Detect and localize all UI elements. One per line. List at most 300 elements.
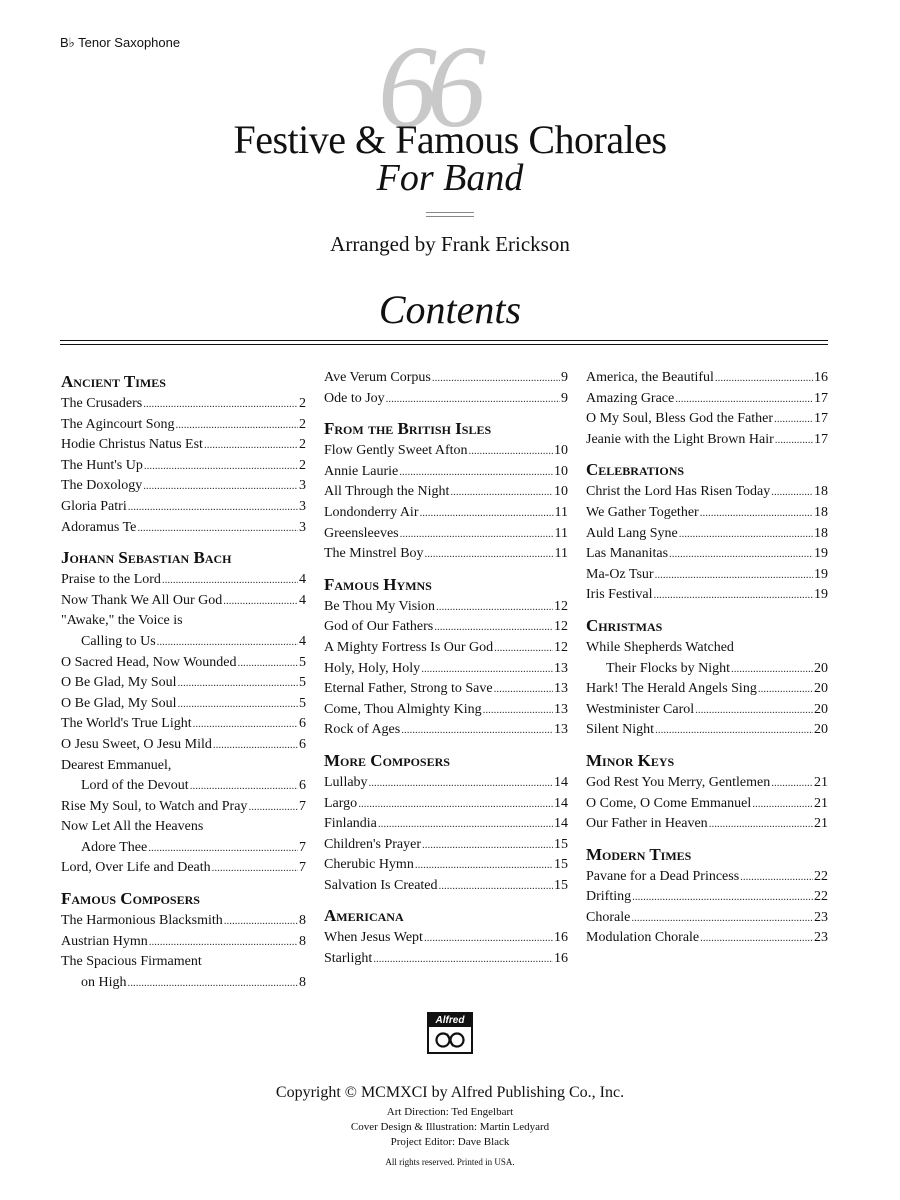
dot-leader bbox=[771, 773, 813, 794]
entry-title-line2: Lord of the Devout bbox=[81, 778, 189, 794]
entry-title: Westminister Carol bbox=[586, 701, 695, 717]
dot-leader bbox=[238, 653, 298, 674]
toc-entry[interactable] bbox=[61, 952, 306, 993]
entry-page: 2 bbox=[299, 457, 306, 473]
dot-leader bbox=[632, 887, 813, 908]
dot-leader bbox=[774, 409, 813, 430]
toc-entry[interactable] bbox=[586, 544, 828, 565]
entry-title: Silent Night bbox=[586, 722, 655, 738]
contents-column-3 bbox=[586, 368, 828, 949]
section-heading: More Composers bbox=[324, 750, 450, 770]
toc-entry[interactable] bbox=[324, 794, 568, 815]
entry-page: 11 bbox=[554, 525, 568, 541]
entry-title: O Jesu Sweet, O Jesu Mild bbox=[61, 736, 212, 752]
toc-entry[interactable] bbox=[586, 409, 828, 430]
entry-page: 18 bbox=[814, 504, 828, 520]
entry-page: 15 bbox=[554, 877, 568, 893]
dot-leader bbox=[422, 835, 553, 856]
entry-page: 3 bbox=[299, 478, 306, 494]
entry-page: 5 bbox=[299, 695, 306, 711]
entry-title: The World's True Light bbox=[61, 716, 192, 732]
toc-entry[interactable] bbox=[61, 518, 306, 539]
cover-design-credit: Cover Design & Illustration: Martin Ledyard bbox=[350, 1121, 550, 1133]
alfred-logo-icon bbox=[435, 1031, 465, 1049]
entry-page: 14 bbox=[554, 816, 568, 832]
entry-title: A Mighty Fortress Is Our God bbox=[324, 639, 494, 655]
entry-page: 20 bbox=[814, 660, 828, 676]
section-heading: Modern Times bbox=[586, 844, 692, 864]
dot-leader bbox=[248, 797, 298, 818]
toc-entry[interactable] bbox=[324, 482, 568, 503]
toc-entry[interactable] bbox=[586, 503, 828, 524]
entry-title: The Hunt's Up bbox=[61, 457, 143, 473]
dot-leader bbox=[176, 415, 298, 436]
dot-leader bbox=[137, 518, 298, 539]
toc-entry[interactable] bbox=[586, 389, 828, 410]
dot-leader bbox=[213, 735, 298, 756]
entry-title: Rise My Soul, to Watch and Pray bbox=[61, 798, 248, 814]
dot-leader bbox=[400, 524, 554, 545]
entry-title: All Through the Night bbox=[324, 484, 450, 500]
toc-entry[interactable] bbox=[324, 720, 568, 741]
toc-entry[interactable] bbox=[586, 585, 828, 606]
dot-leader bbox=[494, 638, 553, 659]
dot-leader bbox=[494, 679, 553, 700]
toc-entry[interactable] bbox=[586, 794, 828, 815]
entry-page: 19 bbox=[814, 587, 828, 603]
toc-section bbox=[61, 887, 306, 993]
toc-entry[interactable] bbox=[61, 858, 306, 879]
contents-heading: Contents bbox=[378, 287, 522, 332]
dot-leader bbox=[436, 597, 553, 618]
dot-leader bbox=[425, 544, 554, 565]
toc-section bbox=[586, 458, 828, 606]
entry-page: 4 bbox=[299, 633, 306, 649]
rights-line: All rights reserved. Printed in USA. bbox=[385, 1157, 515, 1167]
entry-page: 12 bbox=[554, 619, 568, 635]
toc-entry[interactable] bbox=[586, 430, 828, 451]
entry-page: 14 bbox=[554, 774, 568, 790]
entry-title-line2: Adore Thee bbox=[81, 839, 148, 855]
toc-entry[interactable] bbox=[324, 700, 568, 721]
toc-entry[interactable] bbox=[61, 817, 306, 858]
entry-page: 5 bbox=[299, 675, 306, 691]
entry-page: 13 bbox=[554, 660, 568, 676]
entry-title-line2: Calling to Us bbox=[81, 633, 156, 649]
toc-entry[interactable] bbox=[586, 814, 828, 835]
entry-page: 12 bbox=[554, 598, 568, 614]
dot-leader bbox=[149, 932, 298, 953]
dot-leader bbox=[128, 973, 299, 994]
entry-page: 23 bbox=[814, 930, 828, 946]
toc-entry[interactable] bbox=[61, 694, 306, 715]
toc-entry[interactable] bbox=[61, 497, 306, 518]
section-heading: From the British Isles bbox=[324, 419, 492, 439]
toc-entry[interactable] bbox=[61, 415, 306, 436]
dot-leader bbox=[752, 794, 813, 815]
toc-entry[interactable] bbox=[586, 887, 828, 908]
toc-entry[interactable] bbox=[61, 611, 306, 652]
entry-title: The Minstrel Boy bbox=[324, 546, 424, 562]
toc-entry[interactable] bbox=[61, 591, 306, 612]
entry-page: 6 bbox=[299, 736, 306, 752]
entry-page: 10 bbox=[554, 463, 568, 479]
toc-entry[interactable] bbox=[61, 756, 306, 797]
section-heading: Minor Keys bbox=[586, 750, 675, 770]
toc-entry[interactable] bbox=[324, 949, 568, 970]
entry-page: 22 bbox=[814, 889, 828, 905]
entry-page: 18 bbox=[814, 525, 828, 541]
dot-leader bbox=[415, 855, 553, 876]
section-heading: Famous Hymns bbox=[324, 574, 432, 594]
entry-page: 16 bbox=[554, 930, 568, 946]
section-heading: Christmas bbox=[586, 615, 663, 635]
entry-title: Children's Prayer bbox=[324, 836, 422, 852]
dot-leader bbox=[190, 776, 298, 797]
toc-entry[interactable] bbox=[61, 476, 306, 497]
entry-title: When Jesus Wept bbox=[324, 930, 423, 946]
entry-page: 2 bbox=[299, 437, 306, 453]
toc-entry[interactable] bbox=[61, 456, 306, 477]
entry-page: 6 bbox=[299, 778, 306, 794]
dot-leader bbox=[401, 720, 553, 741]
arranger-credit: Arranged by Frank Erickson bbox=[330, 232, 570, 256]
dot-leader bbox=[369, 773, 553, 794]
toc-entry[interactable] bbox=[61, 735, 306, 756]
entry-title: Londonderry Air bbox=[324, 504, 419, 520]
dot-leader bbox=[654, 585, 814, 606]
entry-line2 bbox=[586, 659, 828, 680]
entry-line2 bbox=[61, 973, 306, 994]
entry-title: We Gather Together bbox=[586, 504, 699, 520]
entry-title: Modulation Chorale bbox=[586, 930, 700, 946]
dot-leader bbox=[439, 876, 553, 897]
dot-leader bbox=[731, 659, 813, 680]
entry-title: Austrian Hymn bbox=[61, 933, 148, 949]
rule-top bbox=[60, 340, 828, 341]
toc-entry[interactable] bbox=[61, 394, 306, 415]
entry-page: 6 bbox=[299, 716, 306, 732]
entry-title-line1: "Awake," the Voice is bbox=[61, 613, 183, 629]
toc-entry[interactable] bbox=[324, 441, 568, 462]
toc-entry[interactable] bbox=[324, 814, 568, 835]
entry-title: Las Mananitas bbox=[586, 546, 669, 562]
entry-title: Ode to Joy bbox=[324, 390, 385, 406]
toc-entry[interactable] bbox=[324, 679, 568, 700]
book-subtitle: For Band bbox=[376, 157, 524, 199]
alfred-logo bbox=[427, 1012, 473, 1054]
dot-leader bbox=[386, 389, 560, 410]
entry-page: 17 bbox=[814, 390, 828, 406]
entry-page: 13 bbox=[554, 681, 568, 697]
dot-leader bbox=[631, 908, 813, 929]
ornament-divider bbox=[426, 212, 474, 217]
entry-page: 9 bbox=[561, 370, 568, 385]
entry-title-line1: Dearest Emmanuel, bbox=[61, 757, 172, 773]
dot-leader bbox=[204, 435, 298, 456]
toc-entry[interactable] bbox=[586, 368, 828, 389]
entry-page: 8 bbox=[299, 974, 306, 990]
section-heading: Famous Composers bbox=[61, 889, 200, 909]
entry-title: Largo bbox=[324, 795, 358, 811]
entry-title: Rock of Ages bbox=[324, 722, 401, 738]
dot-leader bbox=[358, 794, 553, 815]
instrument-label: B♭ Tenor Saxophone bbox=[60, 35, 181, 50]
entry-title: O Be Glad, My Soul bbox=[61, 695, 177, 711]
toc-entry[interactable] bbox=[324, 835, 568, 856]
entry-page: 7 bbox=[299, 860, 306, 876]
dot-leader bbox=[709, 814, 813, 835]
toc-entry[interactable] bbox=[586, 565, 828, 586]
toc-section bbox=[586, 614, 828, 741]
entry-title: O Be Glad, My Soul bbox=[61, 675, 177, 691]
entry-page: 17 bbox=[814, 411, 828, 427]
toc-entry[interactable] bbox=[586, 638, 828, 679]
toc-entry[interactable] bbox=[324, 617, 568, 638]
entry-page: 10 bbox=[554, 484, 568, 500]
dot-leader bbox=[178, 673, 299, 694]
entry-title: God Rest You Merry, Gentlemen bbox=[586, 774, 771, 790]
toc-entry[interactable] bbox=[586, 867, 828, 888]
toc-entry[interactable] bbox=[586, 720, 828, 741]
entry-line2 bbox=[61, 838, 306, 859]
entry-title: Now Thank We All Our God bbox=[61, 592, 223, 608]
entry-page: 4 bbox=[299, 592, 306, 608]
entry-title: Auld Lang Syne bbox=[586, 525, 678, 541]
dot-leader bbox=[450, 482, 553, 503]
dot-leader bbox=[695, 700, 813, 721]
entry-page: 8 bbox=[299, 913, 306, 929]
dot-leader bbox=[655, 565, 813, 586]
dot-leader bbox=[128, 497, 298, 518]
toc-section bbox=[324, 904, 568, 969]
dot-leader bbox=[758, 679, 813, 700]
toc-section bbox=[324, 749, 568, 897]
toc-entry[interactable] bbox=[324, 855, 568, 876]
entry-page: 3 bbox=[299, 498, 306, 514]
entry-page: 21 bbox=[814, 795, 828, 811]
dot-leader bbox=[224, 911, 298, 932]
entry-page: 22 bbox=[814, 868, 828, 884]
entry-title: O Sacred Head, Now Wounded bbox=[61, 654, 237, 670]
entry-title-line2: Their Flocks by Night bbox=[606, 660, 731, 676]
credits-block bbox=[0, 1105, 900, 1150]
toc-entry[interactable] bbox=[324, 524, 568, 545]
toc-entry[interactable] bbox=[61, 653, 306, 674]
entry-title: Eternal Father, Strong to Save bbox=[324, 681, 493, 697]
toc-entry[interactable] bbox=[586, 679, 828, 700]
dot-leader bbox=[655, 720, 813, 741]
toc-section bbox=[324, 368, 568, 409]
toc-entry[interactable] bbox=[586, 700, 828, 721]
entry-title: The Doxology bbox=[61, 478, 143, 494]
entry-title: Holy, Holy, Holy bbox=[324, 660, 421, 676]
entry-title: Praise to the Lord bbox=[61, 572, 161, 588]
entry-title: Come, Thou Almighty King bbox=[324, 701, 482, 717]
entry-title: Chorale bbox=[586, 909, 631, 925]
dot-leader bbox=[432, 368, 560, 389]
entry-page: 14 bbox=[554, 795, 568, 811]
entry-title: Finlandia bbox=[324, 816, 377, 832]
toc-entry[interactable] bbox=[586, 524, 828, 545]
entry-title: Gloria Patri bbox=[61, 498, 127, 514]
entry-page: 12 bbox=[554, 639, 568, 655]
entry-title: Salvation Is Created bbox=[324, 877, 438, 893]
dot-leader bbox=[178, 694, 299, 715]
toc-entry[interactable] bbox=[586, 482, 828, 503]
dot-leader bbox=[373, 949, 553, 970]
entry-title-line2: on High bbox=[81, 974, 127, 990]
book-title: Festive & Famous Chorales bbox=[233, 117, 667, 162]
entry-page: 20 bbox=[814, 681, 828, 697]
entry-page: 13 bbox=[554, 722, 568, 738]
entry-page: 8 bbox=[299, 933, 306, 949]
rule-bottom bbox=[60, 344, 828, 345]
copyright-line: Copyright © MCMXCI by Alfred Publishing Co., Inc. bbox=[275, 1084, 625, 1101]
big-66-graphic: 66 bbox=[378, 21, 476, 152]
entry-title: Flow Gently Sweet Afton bbox=[324, 443, 468, 459]
entry-title: Iris Festival bbox=[586, 587, 653, 603]
entry-page: 4 bbox=[299, 572, 306, 588]
dot-leader bbox=[424, 928, 553, 949]
dot-leader bbox=[434, 617, 553, 638]
entry-title: Starlight bbox=[324, 951, 373, 967]
toc-entry[interactable] bbox=[324, 659, 568, 680]
toc-section bbox=[586, 749, 828, 835]
art-direction-credit: Art Direction: Ted Engelbart bbox=[386, 1106, 514, 1118]
dot-leader bbox=[157, 632, 298, 653]
dot-leader bbox=[143, 476, 298, 497]
entry-page: 23 bbox=[814, 909, 828, 925]
dot-leader bbox=[421, 659, 553, 680]
dot-leader bbox=[669, 544, 813, 565]
entry-page: 20 bbox=[814, 701, 828, 717]
toc-entry[interactable] bbox=[324, 544, 568, 565]
entry-page: 15 bbox=[554, 836, 568, 852]
toc-entry[interactable] bbox=[324, 773, 568, 794]
entry-title: Hodie Christus Natus Est bbox=[61, 437, 203, 453]
toc-section bbox=[586, 368, 828, 450]
dot-leader bbox=[715, 368, 813, 389]
entry-page: 21 bbox=[814, 816, 828, 832]
dot-leader bbox=[483, 700, 553, 721]
entry-page: 2 bbox=[299, 416, 306, 432]
toc-section bbox=[61, 370, 306, 538]
contents-column-2 bbox=[324, 368, 568, 970]
toc-entry[interactable] bbox=[61, 911, 306, 932]
toc-entry[interactable] bbox=[324, 928, 568, 949]
entry-page: 15 bbox=[554, 857, 568, 873]
dot-leader bbox=[144, 456, 298, 477]
dot-leader bbox=[162, 570, 298, 591]
dot-leader bbox=[740, 867, 813, 888]
toc-entry[interactable] bbox=[61, 714, 306, 735]
entry-page: 18 bbox=[814, 484, 828, 500]
entry-title: Greensleeves bbox=[324, 525, 399, 541]
entry-title: Amazing Grace bbox=[586, 390, 675, 406]
entry-page: 13 bbox=[554, 701, 568, 717]
entry-page: 19 bbox=[814, 546, 828, 562]
toc-entry[interactable] bbox=[61, 932, 306, 953]
entry-page: 7 bbox=[299, 798, 306, 814]
toc-entry[interactable] bbox=[586, 773, 828, 794]
entry-title: Ma-Oz Tsur bbox=[586, 566, 654, 582]
entry-title: Pavane for a Dead Princess bbox=[586, 868, 740, 884]
entry-page: 9 bbox=[561, 390, 568, 406]
entry-line2 bbox=[61, 632, 306, 653]
section-heading: Johann Sebastian Bach bbox=[61, 548, 232, 568]
toc-section bbox=[324, 417, 568, 565]
dot-leader bbox=[700, 928, 813, 949]
toc-entry[interactable] bbox=[61, 673, 306, 694]
entry-line2 bbox=[61, 776, 306, 797]
entry-page: 16 bbox=[814, 370, 828, 385]
entry-page: 2 bbox=[299, 396, 306, 411]
entry-title: Ave Verum Corpus bbox=[324, 370, 431, 385]
toc-section bbox=[324, 573, 568, 741]
entry-page: 17 bbox=[814, 431, 828, 447]
entry-title: God of Our Fathers bbox=[324, 619, 434, 635]
entry-title: Adoramus Te bbox=[61, 519, 137, 535]
entry-title: Cherubic Hymn bbox=[324, 857, 414, 873]
entry-title: The Harmonious Blacksmith bbox=[61, 913, 223, 929]
section-heading: Ancient Times bbox=[61, 372, 166, 391]
entry-title: O My Soul, Bless God the Father bbox=[586, 411, 774, 427]
entry-page: 16 bbox=[554, 951, 568, 967]
dot-leader bbox=[771, 482, 813, 503]
entry-page: 21 bbox=[814, 774, 828, 790]
toc-entry[interactable] bbox=[61, 435, 306, 456]
entry-page: 20 bbox=[814, 722, 828, 738]
entry-page: 19 bbox=[814, 566, 828, 582]
entry-title: Christ the Lord Has Risen Today bbox=[586, 484, 771, 500]
toc-entry[interactable] bbox=[324, 389, 568, 410]
toc-entry[interactable] bbox=[324, 462, 568, 483]
entry-title: Drifting bbox=[586, 889, 632, 905]
entry-title: Be Thou My Vision bbox=[324, 598, 436, 614]
toc-entry[interactable] bbox=[324, 597, 568, 618]
dot-leader bbox=[193, 714, 298, 735]
contents-column-1 bbox=[61, 368, 306, 993]
toc-entry[interactable] bbox=[324, 638, 568, 659]
entry-title-line1: The Spacious Firmament bbox=[61, 954, 202, 970]
entry-title-line1: While Shepherds Watched bbox=[586, 639, 734, 655]
entry-title: Hark! The Herald Angels Sing bbox=[586, 681, 757, 697]
dot-leader bbox=[212, 858, 298, 879]
dot-leader bbox=[469, 441, 554, 462]
toc-entry[interactable] bbox=[61, 570, 306, 591]
toc-entry[interactable] bbox=[586, 908, 828, 929]
toc-section bbox=[586, 843, 828, 949]
entry-page: 10 bbox=[554, 443, 568, 459]
entry-title: Jeanie with the Light Brown Hair bbox=[586, 431, 774, 447]
entry-title: O Come, O Come Emmanuel bbox=[586, 795, 752, 811]
entry-title: Lord, Over Life and Death bbox=[61, 860, 211, 876]
toc-entry[interactable] bbox=[324, 503, 568, 524]
entry-page: 3 bbox=[299, 519, 306, 535]
toc-entry[interactable] bbox=[324, 368, 568, 389]
dot-leader bbox=[700, 503, 813, 524]
toc-entry[interactable] bbox=[324, 876, 568, 897]
entry-title: Our Father in Heaven bbox=[586, 816, 708, 832]
entry-page: 5 bbox=[299, 654, 306, 670]
toc-entry[interactable] bbox=[61, 797, 306, 818]
dot-leader bbox=[143, 394, 298, 415]
entry-title: America, the Beautiful bbox=[586, 370, 714, 385]
entry-page: 11 bbox=[554, 504, 568, 520]
toc-entry[interactable] bbox=[586, 928, 828, 949]
dot-leader bbox=[399, 462, 553, 483]
